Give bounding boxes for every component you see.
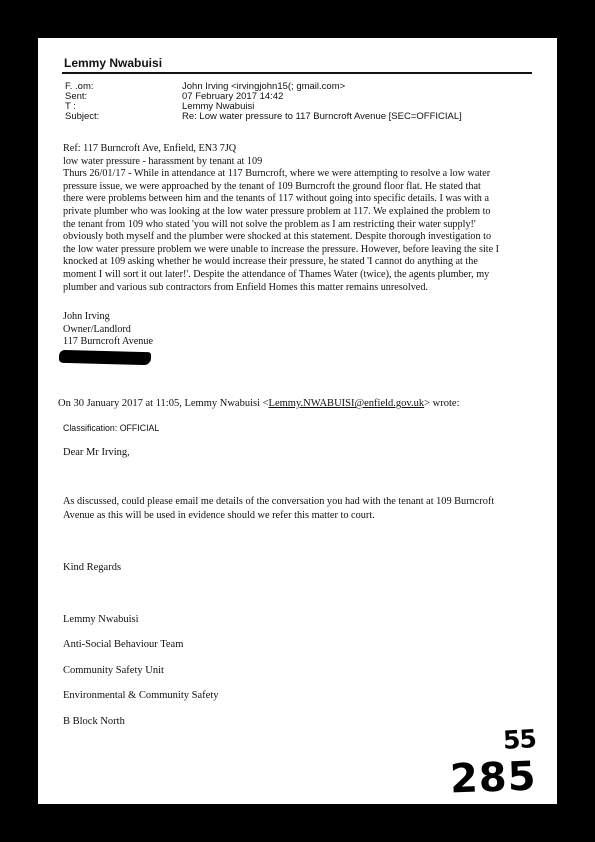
subject-value: Re: Low water pressure to 117 Burncroft Avenue [SEC=OFFICIAL] xyxy=(182,111,462,122)
to-label: T : xyxy=(65,101,76,112)
message-body xyxy=(63,143,499,294)
header-divider xyxy=(62,72,532,74)
message-line: the tenant from 109 who stated 'you will not solve the problem as I am restricting their water supply!' xyxy=(63,218,476,230)
quoted-sig-dept: Environmental & Community Safety xyxy=(63,690,219,701)
sent-label: Sent: xyxy=(65,91,88,102)
quoted-line: As discussed, could please email me details of the conversation you had with the tenant at 109 Burncroft xyxy=(63,496,495,507)
classification-label: Classification: OFFICIAL xyxy=(63,423,160,433)
message-line: low water pressure - harassment by tenant at 109 xyxy=(63,155,263,167)
mailbox-owner-name: Lemmy Nwabuisi xyxy=(64,56,163,70)
handwritten-folio-large: 285 xyxy=(449,753,538,803)
quoted-body xyxy=(63,495,494,522)
quoted-sig-block: B Block North xyxy=(63,716,125,727)
to-value: Lemmy Nwabuisi xyxy=(182,101,255,112)
greeting: Dear Mr Irving, xyxy=(63,447,130,458)
message-line: pressure issue, we were approached by the tenant of 109 Burncroft the ground floor flat. He stated that xyxy=(63,180,481,192)
signature-role: Owner/Landlord xyxy=(63,323,131,335)
quoted-line: Avenue as this will be used in evidence should we refer this matter to court. xyxy=(63,509,375,521)
quoted-intro: On 30 January 2017 at 11:05, Lemmy Nwabuisi <Lemmy.NWABUISI@enfield.gov.uk> wrote: xyxy=(58,398,460,409)
from-label: F. .om: xyxy=(65,81,94,92)
signature-name: John Irving xyxy=(63,311,110,322)
message-line: there were problems between him and the tenants of 117 without going into specific details. I was with a xyxy=(63,193,489,205)
from-value: John Irving <irvingjohn15(; gmail.com> xyxy=(182,81,346,92)
subject-label: Subject: xyxy=(65,111,100,122)
message-line: private plumber who was looking at the low water pressure problem at 117. We explained the problem to xyxy=(63,205,491,217)
message-line: plumber and various sub contractors from Enfield Homes this matter remains unresolved. xyxy=(63,281,428,293)
handwritten-folio-small: 55 xyxy=(502,724,537,755)
redaction-mark xyxy=(59,350,151,365)
message-line: Thurs 26/01/17 - While in attendance at 117 Burncroft, where we were attempting to resolve a low water xyxy=(63,168,491,180)
sender-signature xyxy=(63,311,153,349)
message-line: obviously both myself and the plumber were shocked at this statement. Despite thorough investigation to xyxy=(63,231,492,243)
message-line: knocked at 109 asking whether he would increase their pressure, he stated 'I cannot do anything at the xyxy=(63,256,478,268)
message-line: the low water pressure problem we were unable to increase the pressure. However, before leaving the site I xyxy=(63,243,500,255)
document-page xyxy=(38,38,557,804)
quoted-sig-name: Lemmy Nwabuisi xyxy=(63,614,139,625)
sent-value: 07 February 2017 14:42 xyxy=(182,91,284,102)
message-line: moment I will sort it out later!'. Despite the attendance of Thames Water (twice), the agents plumber, my xyxy=(63,268,490,280)
quoted-sig-unit: Community Safety Unit xyxy=(63,665,164,676)
signature-address: 117 Burncroft Avenue xyxy=(63,336,153,348)
quoted-sig-team: Anti-Social Behaviour Team xyxy=(63,639,184,650)
closing: Kind Regards xyxy=(63,562,122,573)
message-line: Ref: 117 Burncroft Ave, Enfield, EN3 7JQ xyxy=(63,143,237,154)
sender-email-link[interactable]: Lemmy.NWABUISI@enfield.gov.uk xyxy=(268,398,425,409)
